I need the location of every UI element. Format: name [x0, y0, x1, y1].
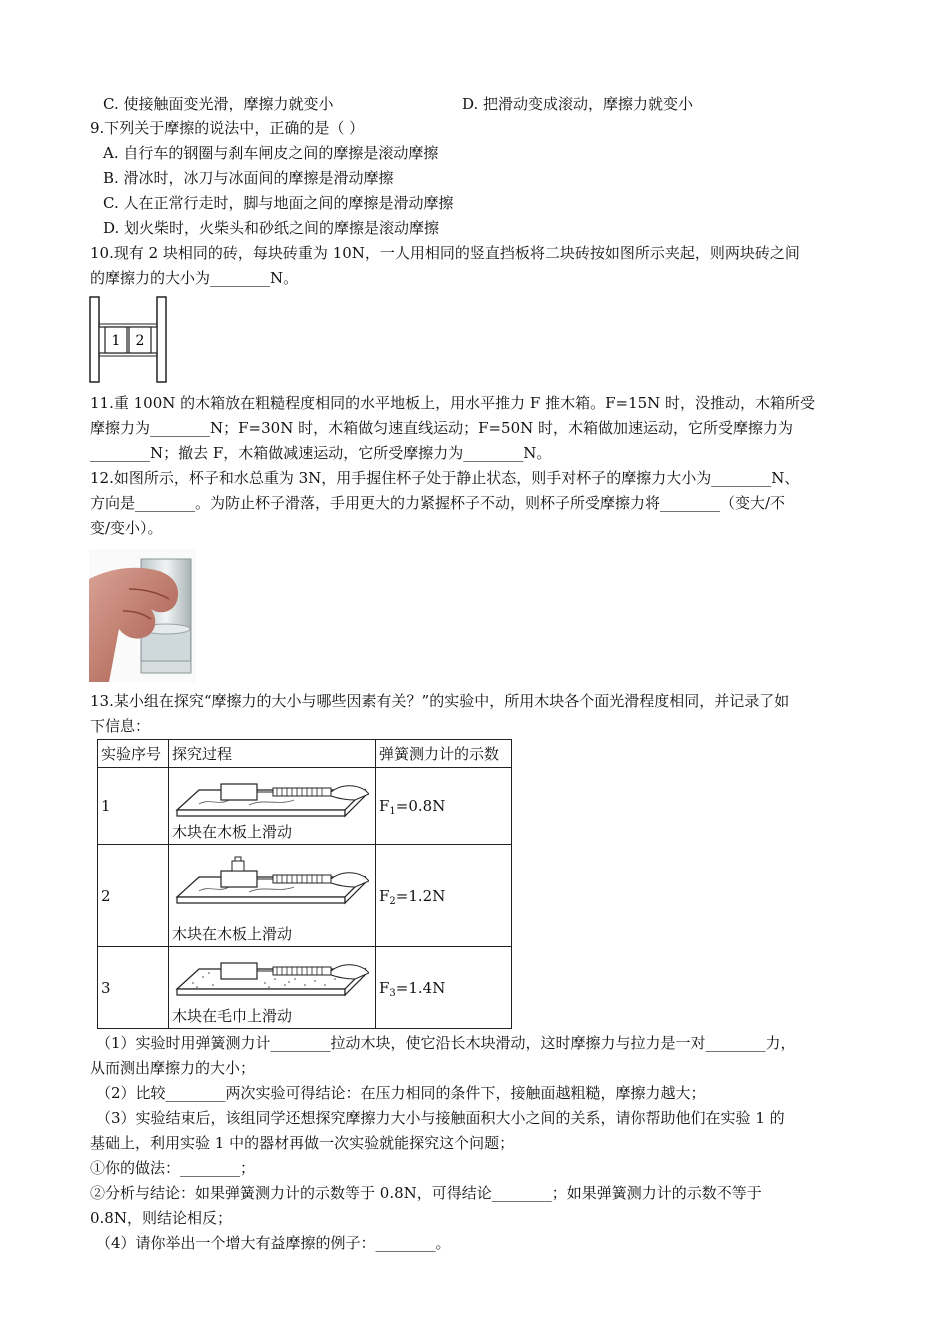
process-cell [169, 947, 376, 1029]
table-header-row [98, 740, 512, 768]
force-value: =1.4N [395, 978, 446, 997]
q13-sub3-line2: 基础上，利用实验 1 中的器材再做一次实验就能探究这个问题； [90, 1134, 515, 1152]
table-row [98, 947, 512, 1029]
q13-sub4: （4）请你举出一个增大有益摩擦的例子：________。 [96, 1234, 451, 1252]
q9-option-b: B. 滑冰时，冰刀与冰面间的摩擦是滑动摩擦 [103, 169, 394, 187]
brick-2-label: 2 [135, 333, 145, 349]
q11-line3: ________N；撤去 F，木箱做减速运动，它所受摩擦力为________N。 [90, 444, 552, 462]
towel-setup-diagram [169, 949, 369, 1005]
q9-option-c: C. 人在正常行走时，脚与地面之间的摩擦是滑动摩擦 [103, 194, 454, 212]
table-row [98, 845, 512, 947]
q13-sub3-a: ①你的做法：________； [90, 1159, 256, 1177]
force-value: =1.2N [395, 886, 446, 905]
q13-sub2: （2）比较________两次实验可得结论：在压力相同的条件下，接触面越粗糙，摩擦力越大； [96, 1084, 706, 1102]
process-caption: 木块在毛巾上滑动 [172, 1007, 293, 1025]
q9-stem: 9.下列关于摩擦的说法中，正确的是（ ） [90, 119, 365, 137]
force-label: F [379, 978, 390, 997]
q12-line2: 方向是________。为防止杯子滑落，手用更大的力紧握杯子不动，则杯子所受摩擦力将________（变大/不 [90, 494, 786, 512]
process-cell [169, 845, 376, 947]
force-subscript: 1 [389, 806, 396, 817]
force-value: =0.8N [395, 797, 446, 815]
reading-cell [376, 947, 512, 1029]
brick-clamp-figure [89, 296, 169, 384]
q13-sub1-line1: （1）实验时用弹簧测力计________拉动木块，使它沿长木块滑动，这时摩擦力与拉力是一对________力， [96, 1034, 796, 1052]
q8-option-c: C. 使接触面变光滑，摩擦力就变小 [103, 95, 334, 113]
force-subscript: 2 [389, 895, 396, 907]
q13-sub3-b-line2: 0.8N，则结论相反； [90, 1209, 232, 1227]
reading-cell [376, 845, 512, 947]
brick-1-label: 1 [111, 333, 121, 349]
hand-holding-cup-photo [89, 549, 196, 682]
trial-no: 3 [98, 947, 169, 1029]
q13-line1: 13.某小组在探究“摩擦力的大小与哪些因素有关？”的实验中，所用木块各个面光滑程度相同，并记录了如 [90, 692, 790, 710]
q9-option-a: A. 自行车的钢圈与刹车闸皮之间的摩擦是滚动摩擦 [103, 144, 439, 162]
force-subscript: 3 [389, 987, 396, 999]
force-label: F [379, 797, 390, 815]
q9-option-d: D. 划火柴时，火柴头和砂纸之间的摩擦是滚动摩擦 [103, 219, 440, 237]
experiment-table [97, 739, 512, 1029]
q13-sub1-line2: 从而测出摩擦力的大小； [90, 1059, 256, 1077]
reading-cell [376, 768, 512, 845]
q10-line2: 的摩擦力的大小为________N。 [90, 269, 299, 287]
q13-line2: 下信息： [90, 717, 151, 735]
board-setup-diagram [169, 770, 369, 826]
board-weight-setup-diagram [169, 851, 369, 913]
q13-sub3-line1: （3）实验结束后，该组同学还想探究摩擦力大小与接触面积大小之间的关系，请你帮助他们在实验 1 的 [96, 1109, 785, 1127]
process-caption: 木块在木板上滑动 [172, 925, 293, 943]
q12-line1: 12.如图所示，杯子和水总重为 3N，用手握住杯子处于静止状态，则手对杯子的摩擦力大小为________N、 [90, 469, 800, 487]
trial-no: 1 [98, 768, 169, 845]
q11-line2: 摩擦力为________N；F=30N 时，木箱做匀速直线运动；F=50N 时，木箱做加速运动，它所受摩擦力为 [90, 419, 794, 437]
q10-line1: 10.现有 2 块相同的砖，每块砖重为 10N，一人用相同的竖直挡板将二块砖按如图所示夹起，则两块砖之间 [90, 244, 800, 262]
q12-line3: 变/变小）。 [90, 519, 163, 537]
process-caption: 木块在木板上滑动 [172, 823, 293, 841]
q8-option-d: D. 把滑动变成滚动，摩擦力就变小 [462, 95, 694, 113]
q13-sub3-b-line1: ②分析与结论：如果弹簧测力计的示数等于 0.8N，可得结论________；如果弹簧测力计的示数不等于 [90, 1184, 762, 1202]
process-cell [169, 768, 376, 845]
table-row [98, 768, 512, 845]
header-reading: 弹簧测力计的示数 [376, 740, 512, 768]
q11-line1: 11.重 100N 的木箱放在粗糙程度相同的水平地板上，用水平推力 F 推木箱。F=15N 时，没推动，木箱所受 [90, 394, 816, 412]
header-trial-no: 实验序号 [98, 740, 169, 768]
force-label: F [379, 886, 390, 905]
trial-no: 2 [98, 845, 169, 947]
header-process: 探究过程 [169, 740, 376, 768]
